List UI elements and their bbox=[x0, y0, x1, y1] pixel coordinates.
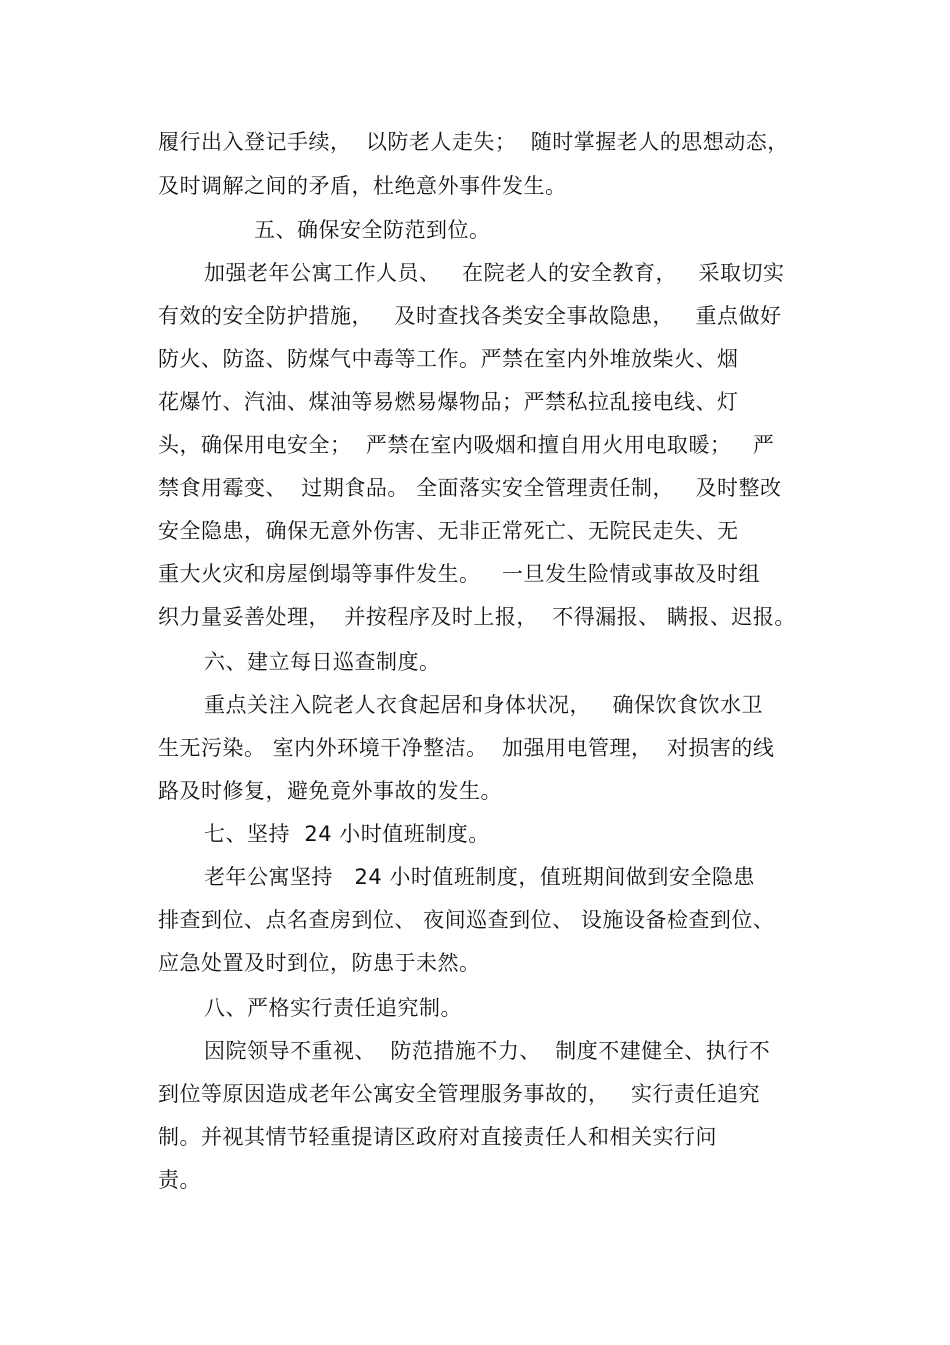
text-line: 排查到位、点名查房到位、 夜间巡查到位、 设施设备检查到位、 bbox=[158, 908, 775, 932]
text-line: 有效的安全防护措施， 及时查找各类安全事故隐患， 重点做好 bbox=[158, 304, 782, 328]
text-line: 重点关注入院老人衣食起居和身体状况， 确保饮食饮水卫 bbox=[204, 693, 764, 717]
text-line: 安全隐患，确保无意外伤害、无非正常死亡、无院民走失、无 bbox=[158, 519, 739, 543]
text-line: 应急处置及时到位，防患于未然。 bbox=[158, 951, 481, 975]
text-line: 生无污染。 室内外环境干净整洁。 加强用电管理， 对损害的线 bbox=[158, 736, 775, 760]
text-line: 因院领导不重视、 防范措施不力、 制度不建健全、执行不 bbox=[204, 1039, 771, 1063]
text-line: 花爆竹、汽油、煤油等易燃易爆物品；严禁私拉乱接电线、灯 bbox=[158, 390, 739, 414]
text-line: 老年公寓坚持 24 小时值班制度，值班期间做到安全隐患 bbox=[204, 865, 755, 889]
text-line: 防火、防盗、防煤气中毒等工作。严禁在室内外堆放柴火、烟 bbox=[158, 347, 739, 371]
section-heading: 六、建立每日巡查制度。 bbox=[204, 650, 441, 674]
section-heading: 八、严格实行责任追究制。 bbox=[204, 996, 462, 1020]
text-line: 重大火灾和房屋倒塌等事件发生。 一旦发生险情或事故及时组 bbox=[158, 562, 761, 586]
text-line: 头，确保用电安全； 严禁在室内吸烟和擅自用火用电取暖； 严 bbox=[158, 433, 775, 457]
text-line: 到位等原因造成老年公寓安全管理服务事故的， 实行责任追究 bbox=[158, 1082, 761, 1106]
text-line: 制。并视其情节轻重提请区政府对直接责任人和相关实行问 bbox=[158, 1125, 717, 1149]
text-line: 加强老年公寓工作人员、 在院老人的安全教育， 采取切实 bbox=[204, 261, 785, 285]
text-line: 路及时修复，避免竟外事故的发生。 bbox=[158, 779, 502, 803]
text-line: 禁食用霉变、 过期食品。 全面落实安全管理责任制， 及时整改 bbox=[158, 476, 782, 500]
section-heading: 五、确保安全防范到位。 bbox=[254, 218, 491, 242]
section-heading: 七、坚持 24 小时值班制度。 bbox=[204, 822, 490, 846]
text-line: 及时调解之间的矛盾，杜绝意外事件发生。 bbox=[158, 174, 567, 198]
text-line: 责。 bbox=[158, 1168, 201, 1192]
text-line: 织力量妥善处理， 并按程序及时上报， 不得漏报、 瞒报、迟报。 bbox=[158, 605, 796, 629]
text-line: 履行出入登记手续， 以防老人走失； 随时掌握老人的思想动态， bbox=[158, 130, 789, 154]
